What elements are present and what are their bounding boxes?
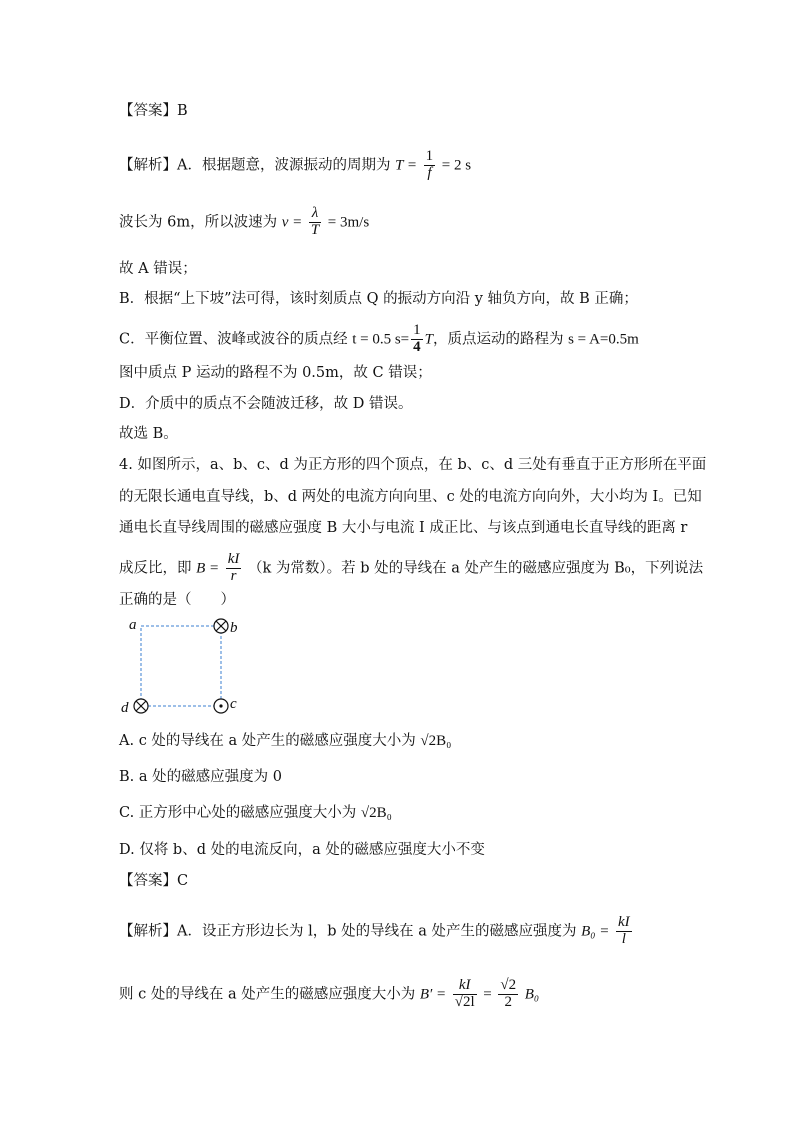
line4-B: B =	[196, 560, 220, 577]
option-a-math: √2B₀	[420, 733, 452, 749]
b0-num: kI	[617, 914, 630, 930]
b0-eq: B₀ =	[581, 923, 610, 940]
analysis-2-label: 【解析】	[119, 923, 177, 940]
label-d: d	[121, 700, 129, 716]
answer-2-label: 【答案】	[119, 873, 177, 889]
b0-den: l	[621, 930, 626, 947]
period-fraction	[424, 149, 436, 182]
option-c-text: C. 正方形中心处的磁感应强度大小为	[119, 805, 357, 821]
c-frac-den: 4	[413, 338, 421, 355]
period-den: f	[427, 164, 432, 181]
label-c: c	[230, 696, 237, 712]
analysis-2-a	[119, 915, 634, 948]
bp-fraction-2	[498, 978, 518, 1011]
option-d: D. 仅将 b、d 处的电流反向，a 处的磁感应强度大小不变	[119, 842, 485, 858]
c-s: s = A=0.5m	[568, 331, 639, 348]
bp-num: kI	[453, 978, 477, 995]
answer-value: B	[177, 103, 188, 119]
line4-post: （k 为常数）。若 b 处的导线在 a 处产生的磁感应强度为 B₀，下列说法	[248, 560, 704, 577]
option-c-math: √2B₀	[360, 805, 392, 821]
bp-tail: B₀	[524, 986, 540, 1003]
c-text-2: ，质点运动的路程为	[432, 331, 564, 348]
label-b: b	[230, 620, 238, 636]
period-result: = 2 s	[441, 157, 472, 174]
bp-fraction	[453, 978, 477, 1011]
c-frac-num: 1	[413, 322, 421, 338]
wave-text: 波长为 6m，所以波速为	[119, 214, 278, 231]
question-4-line-2: 的无限长通电直导线，b、d 两处的电流方向向里、c 处的电流方向向外，大小均为 I。已知	[119, 489, 702, 505]
analysis-label: 【解析】	[119, 157, 177, 174]
wire-d-into-page-icon	[134, 699, 148, 713]
analysis-2-a-text: A．设正方形边长为 l，b 处的导线在 a 处产生的磁感应强度为	[177, 923, 577, 940]
wire-c-out-of-page-icon	[214, 699, 228, 713]
option-a	[119, 734, 451, 749]
analysis-2-c-text: 则 c 处的导线在 a 处产生的磁感应强度大小为	[119, 986, 416, 1003]
question-4-line-1: 4. 如图所示，a、b、c、d 为正方形的四个顶点，在 b、c、d 三处有垂直于正方形所在平面	[119, 457, 707, 473]
c-text-1: C．平衡位置、波峰或波谷的质点经	[119, 331, 348, 348]
analysis-1-c-conclusion: 图中质点 P 运动的路程不为 0.5m，故 C 错误；	[119, 365, 432, 381]
line4-pre: 成反比，即	[119, 560, 192, 577]
c-T: T	[424, 331, 433, 348]
v-num: λ	[309, 206, 321, 223]
c-t: t = 0.5 s=	[352, 331, 410, 348]
analysis-1-b: B．根据“上下坡”法可得，该时刻质点 Q 的振动方向沿 y 轴负方向，故 B 正确；	[119, 291, 638, 307]
question-4-line-4	[119, 552, 703, 585]
analysis-1-a	[119, 149, 471, 182]
analysis-1-a-conclusion: 故 A 错误；	[119, 261, 197, 277]
line4-num: kI	[227, 551, 240, 567]
square-outline	[141, 626, 221, 706]
bp-num2: √2	[500, 977, 517, 993]
question-4-line-3: 通电长直导线周围的磁感应强度 B 大小与电流 I 成正比、与该点到通电长直导线的距离 r	[119, 520, 688, 536]
analysis-2-c	[119, 978, 539, 1011]
b0-fraction	[616, 915, 632, 948]
wire-b-into-page-icon	[214, 619, 228, 633]
bp-eq: B′ =	[419, 986, 447, 1003]
square-wire-diagram	[118, 612, 258, 722]
bp-den: √2l	[454, 993, 475, 1010]
option-c	[119, 806, 392, 821]
v-eq: v =	[281, 214, 303, 231]
analysis-1-c	[119, 323, 639, 356]
option-a-text: A. c 处的导线在 a 处产生的磁感应强度大小为	[119, 733, 416, 749]
line4-den: r	[230, 567, 237, 584]
v-result: = 3m/s	[327, 214, 370, 231]
bp-den2: 2	[504, 993, 512, 1010]
v-fraction	[309, 206, 321, 239]
label-a: a	[129, 617, 137, 633]
bp-mid: =	[483, 986, 492, 1003]
v-den: T	[310, 221, 320, 238]
option-b: B. a 处的磁感应强度为 0	[119, 769, 282, 785]
analysis-1-choose: 故选 B。	[119, 426, 178, 442]
period-num: 1	[425, 148, 434, 164]
answer-label: 【答案】	[119, 103, 177, 119]
answer-2-value: C	[177, 873, 189, 889]
period-eq: T =	[395, 157, 418, 174]
analysis-1-wave	[119, 206, 369, 239]
analysis-a-text: A．根据题意，波源振动的周期为	[177, 157, 391, 174]
answer-2	[119, 874, 188, 889]
analysis-1-d: D．介质中的质点不会随波迁移，故 D 错误。	[119, 396, 413, 412]
answer-1	[119, 104, 188, 119]
c-fraction	[411, 323, 423, 356]
question-4-line-5: 正确的是（ ）	[119, 592, 235, 608]
line4-fraction	[226, 552, 242, 585]
